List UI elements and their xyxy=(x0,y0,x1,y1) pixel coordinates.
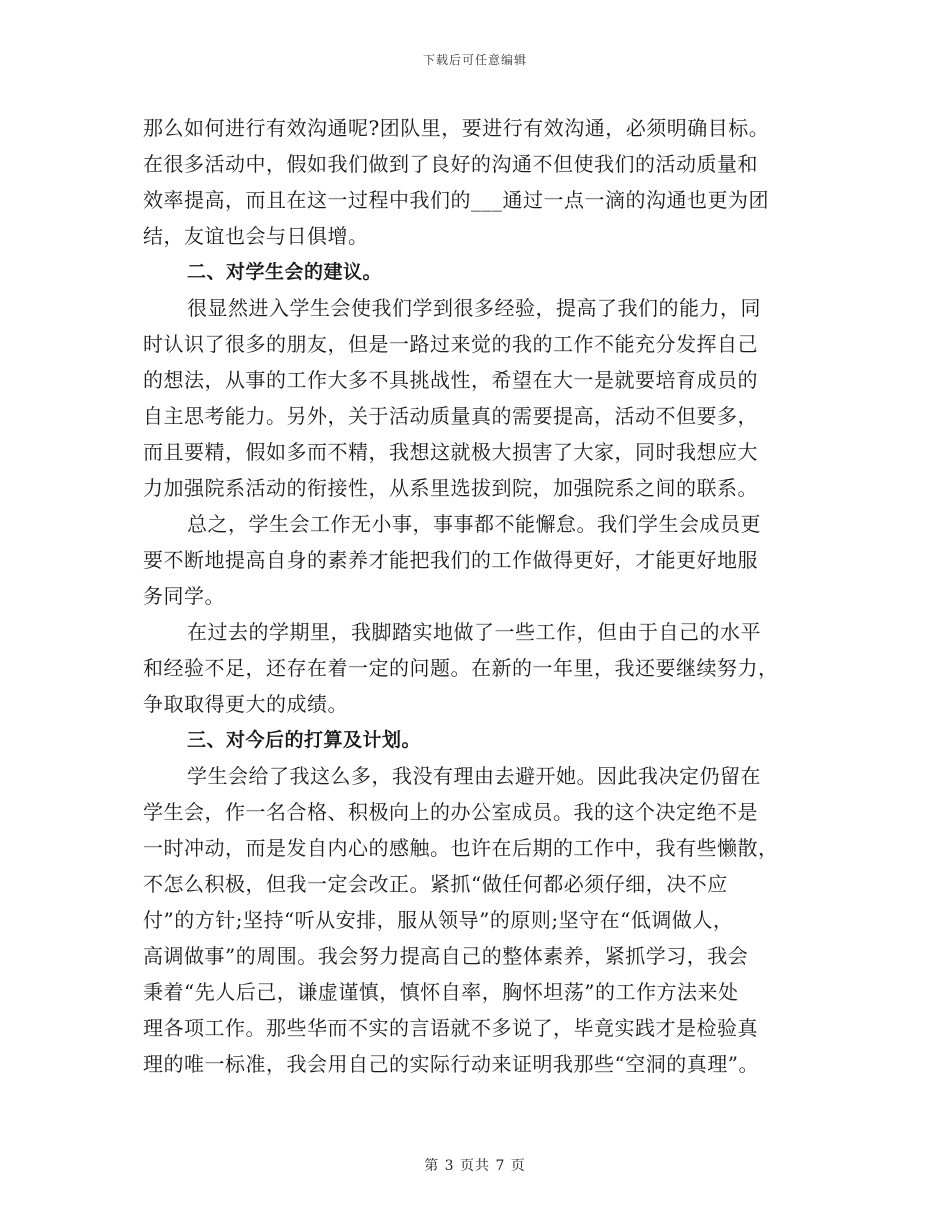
text-line: 学生会，作一名合格、积极向上的办公室成员。我的这个决定绝不是 xyxy=(143,800,758,824)
text-line: 的想法，从事的工作大多不具挑战性，希望在大一是就要培育成员的 xyxy=(143,368,758,392)
section-heading: 三、对今后的打算及计划。 xyxy=(187,729,422,751)
page-footer: 第 3 页共 7 页 xyxy=(424,1158,526,1174)
text-line: 不怎么积极，但我一定会改正。紧抓“做任何都必须仔细，决不应 xyxy=(143,872,728,896)
text-line: 和经验不足，还存在着一定的问题。在新的一年里，我还要继续努力， xyxy=(143,656,779,680)
text-line: 很显然进入学生会使我们学到很多经验，提高了我们的能力，同 xyxy=(187,296,761,320)
text-line: 时认识了很多的朋友，但是一路过来觉的我的工作不能充分发挥自己 xyxy=(143,332,758,356)
text-line: 理各项工作。那些华而不实的言语就不多说了，毕竟实践才是检验真 xyxy=(143,1016,758,1040)
text-line: 学生会给了我这么多，我没有理由去避开她。因此我决定仍留在 xyxy=(187,764,761,788)
text-line: 理的唯一标准，我会用自己的实际行动来证明我那些“空洞的真理”。 xyxy=(143,1052,759,1076)
text-line: 一时冲动，而是发自内心的感触。也许在后期的工作中，我有些懒散， xyxy=(143,836,779,860)
text-line: 秉着“先人后己，谦虚谨慎，慎怀自率，胸怀坦荡”的工作方法来处 xyxy=(143,980,739,1004)
text-line: 在很多活动中，假如我们做到了良好的沟通不但使我们的活动质量和 xyxy=(143,152,758,176)
page-header: 下载后可任意编辑 xyxy=(422,53,527,67)
text-line: 那么如何进行有效沟通呢?团队里，要进行有效沟通，必须明确目标。 xyxy=(143,116,770,140)
text-line: 争取取得更大的成绩。 xyxy=(143,692,348,716)
text-line: 效率提高，而且在这一过程中我们的___通过一点一滴的沟通也更为团 xyxy=(143,188,769,212)
text-line: 要不断地提高自身的素养才能把我们的工作做得更好，才能更好地服 xyxy=(143,548,758,572)
text-line: 高调做事”的周围。我会努力提高自己的整体素养，紧抓学习，我会 xyxy=(143,944,749,968)
text-line: 自主思考能力。另外，关于活动质量真的需要提高，活动不但要多， xyxy=(143,404,758,428)
text-line: 务同学。 xyxy=(143,584,225,608)
section-heading: 二、对学生会的建议。 xyxy=(187,261,383,283)
document-body xyxy=(143,110,811,1082)
text-line: 力加强院系活动的衔接性，从系里选拔到院，加强院系之间的联系。 xyxy=(143,476,758,500)
text-line: 总之，学生会工作无小事，事事都不能懈怠。我们学生会成员更 xyxy=(187,512,761,536)
text-line: 付”的方针;坚持“听从安排，服从领导”的原则;坚守在“低调做人， xyxy=(143,908,734,932)
text-line: 在过去的学期里，我脚踏实地做了一些工作，但由于自己的水平 xyxy=(187,620,761,644)
text-line: 结，友谊也会与日俱增。 xyxy=(143,224,369,248)
text-line: 而且要精，假如多而不精，我想这就极大损害了大家，同时我想应大 xyxy=(143,440,758,464)
